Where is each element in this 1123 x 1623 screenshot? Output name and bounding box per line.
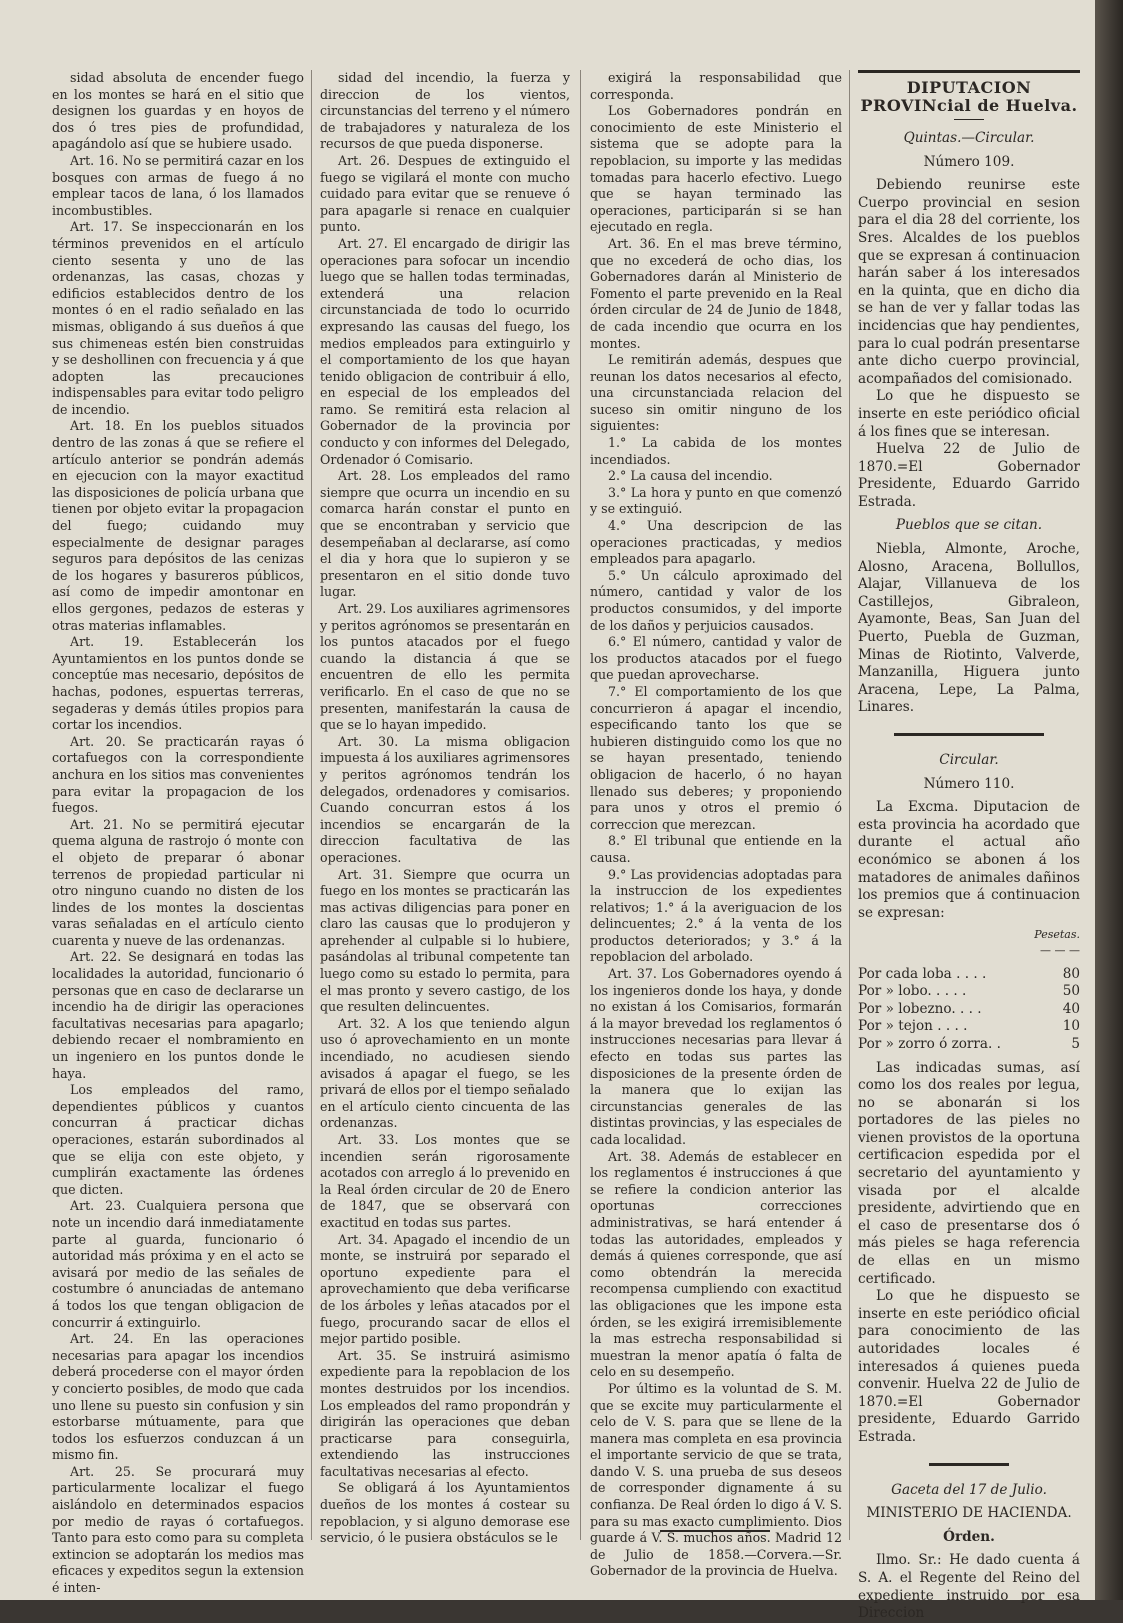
premio-value: 10 [1062, 1018, 1080, 1035]
paragraph: Art. 20. Se practicarán rayas ó cortafuegos con la correspondiente anchura en los sitios mas convenientes para evitar la propagacion de los fuegos. [52, 733, 304, 816]
paragraph: Art. 36. En el mas breve término, que no excederá de ocho dias, los Gobernadores darán al Ministerio de Fomento el parte prevenido en la Real órden circular de 24 de Junio de 1848, de cada incendio que ocurra en los montes. [590, 235, 842, 351]
paragraph: Art. 19. Establecerán los Ayuntamientos en los puntos donde se conceptúe mas necesario, depósitos de hachas, podones, espuertas terreras, segaderas y demás útiles propios para cortar los incendios. [52, 634, 304, 733]
paragraph: Le remitirán además, despues que reunan los datos necesarios al efecto, una circunstanciada relacion del suceso sin omitir ninguno de los siguientes: [590, 352, 842, 434]
premio-value: 5 [1071, 1035, 1080, 1052]
column-divider [849, 70, 850, 1540]
paragraph: Lo que he dispuesto se inserte en este periódico oficial á los fines que se interesan. [858, 388, 1080, 440]
section-divider [894, 733, 1044, 736]
paragraph: Los empleados del ramo, dependientes públicos y cuantos concurran á practicar dichas operaciones, estarán subordinados al que se elija con este objeto, y cumplirán exactamente las órdenes que dicten. [52, 1082, 304, 1197]
text-column-2 [320, 70, 570, 1547]
paragraph: Los Gobernadores pondrán en conocimiento de este Ministerio el sistema que se adopte para la repoblacion, su importe y las medidas tomadas para hacerlo efectivo. Luego que se hayan terminado las operaciones, participarán si se han ejecutado en regla. [590, 103, 842, 235]
premio-label: Por » tejon . . . . [858, 1018, 968, 1035]
paragraph: Art. 34. Apagado el incendio de un monte, se instruirá por separado el oportuno expediente para el aprovechamiento que deba verificarse de los árboles y leñas atacados por el fuego, procurando sacar de ellos el mejor partido posible. [320, 1231, 570, 1347]
paragraph: 8.° El tribunal que entiende en la causa. [590, 833, 842, 865]
circular-number: Número 110. [923, 775, 1015, 792]
paragraph: Art. 17. Se inspeccionarán en los términos prevenidos en el artículo ciento sesenta y uno de las ordenanzas, las casas, chozas y edificios establecidos dentro de los montes ó en el radio señalado en las mismas, obligando á sus dueños á que sus chimeneas estén bien construidas y se deshollinen con frecuencia y á que adopten las precauciones indispensables para evitar todo peligro de incendio. [52, 219, 304, 417]
paragraph: Art. 32. A los que teniendo algun uso ó aprovechamiento en un monte incendiado, no acudiesen siendo avisados á apagar el fuego, se les privará de ellos por el tiempo señalado en el artículo ciento cincuenta de las ordenanzas. [320, 1015, 570, 1131]
premio-label: Por » lobo. . . . . [858, 983, 967, 1000]
paragraph: Art. 37. Los Gobernadores oyendo á los ingenieros donde los haya, y donde no existan á los Comisarios, formarán á la mayor brevedad los reglamentos ó instrucciones necesarias para llevar á efecto en todas sus partes las disposiciones de la presente órden de la manera que lo exijan las circunstancias generales de las distintas provincias, y las especiales de cada localidad. [590, 966, 842, 1147]
end-rule [660, 1530, 770, 1532]
paragraph: Las indicadas sumas, así como los dos reales por legua, no se abonarán si los portadores de las pieles no vienen provistos de la oportuna certificacion espedida por el secretario del ayuntamiento y visada por el alcalde presidente, advirtiendo que en el caso de presentarse dos ó más pieles se haga referencia de ellas en un mismo certificado. [858, 1059, 1080, 1287]
paragraph: Art. 23. Cualquiera persona que note un incendio dará inmediatamente parte al guarda, funcionario ó autoridad más próxima y en el acto se avisará por medio de las señales de costumbre ó anunciadas de antemano á todos los que tengan obligacion de concurrir á extinguirlo. [52, 1198, 304, 1330]
premio-value: 40 [1062, 1000, 1080, 1017]
paragraph: Art. 22. Se designará en todas las localidades la autoridad, funcionario ó personas que en caso de declararse un incendio ha de dirigir las operaciones facultativas necesarias para apagarlo; debiendo recaer el nombramiento en un ingeniero en los puntos donde le haya. [52, 949, 304, 1081]
paragraph: Art. 16. No se permitirá cazar en los bosques con armas de fuego á no emplear tacos de lana, ó los llamados incombustibles. [52, 152, 304, 218]
table-row [858, 1036, 1080, 1054]
paragraph: Art. 30. La misma obligacion impuesta á los auxiliares agrimensores y peritos agrónomos tendrán los delegados, ordenadores y comisarios. Cuando concurran estos á los incendios se encargarán de la direccion facultativa de las operaciones. [320, 733, 570, 865]
page-edge-shadow [1095, 0, 1123, 1600]
paragraph: Art. 38. Además de establecer en los reglamentos é instrucciones á que se refiere la condicion anterior las oportunas correcciones administrativas, se hará entender á todas las autoridades, empleados y demás á quienes corresponde, que así como obtendrán la merecida recompensa cumpliendo con exactitud las obligaciones que les impone esta órden, se les exigirá irremisiblemente la mas estrecha responsabilidad si muestran la menor apatía ó falta de celo en su desempeño. [590, 1148, 842, 1380]
section-heading: Quintas.—Circular. [903, 130, 1035, 146]
paragraph: Se obligará á los Ayuntamientos dueños de los montes á costear su repoblacion, y si alguno demorase ese servicio, ó le pusiera obstáculos se le [320, 1480, 570, 1546]
paragraph: La Excma. Diputacion de esta provincia ha acordado que durante el actual año económico se abonen á los matadores de animales dañinos los premios que á continuacion se expresan: [858, 799, 1080, 921]
premio-value: 80 [1062, 965, 1080, 982]
column-divider [580, 70, 581, 1540]
table-row [858, 1001, 1080, 1019]
section-heading: Circular. [939, 752, 999, 768]
paragraph: Lo que he dispuesto se inserte en este periódico oficial para conocimiento de las autoridades locales é interesados á quienes pueda convenir. Huelva 22 de Julio de 1870.=El Gobernador presidente, Eduardo Garrido Estrada. [858, 1288, 1080, 1445]
paragraph: 6.° El número, cantidad y valor de los productos atacados por el fuego que puedan aprovecharse. [590, 634, 842, 683]
paragraph: 1.° La cabida de los montes incendiados. [590, 435, 842, 467]
circular-number: Número 109. [923, 153, 1015, 170]
paragraph: 4.° Una descripcion de las operaciones practicadas, y medios empleados para apagarlo. [590, 518, 842, 567]
paragraph: Art. 31. Siempre que ocurra un fuego en los montes se practicarán las mas activas diligencias para poner en claro las causas que lo produjeron y aprehender al culpable si lo hubiere, pasándolas al tribunal competente tan luego como su estado lo permita, para el mas pronto y severo castigo, de los que resulten delincuentes. [320, 866, 570, 1015]
paragraph: 9.° Las providencias adoptadas para la instruccion de los expedientes relativos; 1.° á la averiguacion de los delincuentes; 2.° á la venta de los productos deteriorados; y 3.° á la repoblacion del arbolado. [590, 866, 842, 965]
text-column-3 [590, 70, 842, 1580]
paragraph: 2.° La causa del incendio. [608, 468, 773, 484]
paragraph: Art. 25. Se procurará muy particularmente localizar el fuego aislándolo en determinados espacios por medio de rayas ó cortafuegos. Tanto para esto como para su completa extincion se adoptarán los medios mas eficaces y expeditos segun la extension é inten- [52, 1463, 304, 1596]
premio-label: Por » zorro ó zorra. . [858, 1035, 1001, 1052]
paragraph: Art. 24. En las operaciones necesarias para apagar los incendios deberá procederse con el mayor órden y concierto posibles, de modo que cada uno llene su puesto sin confusion y sin estorbarse mútuamente, para que todos los esfuerzos conduzcan á un mismo fin. [52, 1331, 304, 1463]
paragraph: 7.° El comportamiento de los que concurrieron á apagar el incendio, especificando tanto los que se hubieren distinguido como los que no se hayan presentado, teniendo obligacion de hacerlo, ó no hayan llenado sus deberes; y proponiendo para unos y otros el premio ó correccion que merezcan. [590, 683, 842, 832]
paragraph: sidad absoluta de encender fuego en los montes se hará en el sitio que designen los guardas y en hoyos de dos ó tres pies de profundidad, apagándolo así que se hubiere usado. [52, 70, 304, 152]
paragraph: Por último es la voluntad de S. M. que se excite muy particularmente el celo de V. S. para que se llene de la manera mas completa en esa provincia el importante servicio de que se trata, dando V. S. una prueba de sus deseos de corresponder dignamente á su confianza. De Real órden lo digo á V. S. para su mas exacto cumplimiento. Dios guarde á V. S. muchos años. Madrid 12 de Julio de 1858.—Corvera.—Sr. Gobernador de la provincia de Huelva. [590, 1380, 842, 1579]
section-heading: Gaceta del 17 de Julio. [891, 1481, 1047, 1498]
paragraph: sidad del incendio, la fuerza y direccion de los vientos, circunstancias del terreno y el número de trabajadores y naturaleza de los recursos de que pueda disponerse. [320, 70, 570, 152]
column-divider [311, 70, 312, 1540]
premio-label: Por cada loba . . . . [858, 965, 987, 982]
divider: — — — [1040, 943, 1080, 957]
paragraph: Art. 18. En los pueblos situados dentro de las zonas á que se refiere el artículo anterior se pondrán además en ejecucion con la mayor exactitud las disposiciones de policía urbana que tienen por objeto evitar la propagacion del fuego; cuidando muy especialmente de designar parages seguros para depósitos de las cenizas de los hogares y basureros públicos, así como de impedir amontonar en ellos gergones, pedazos de esteras y otras materias inflamables. [52, 418, 304, 633]
premios-table [858, 966, 1080, 1054]
order-heading: Órden. [943, 1528, 995, 1545]
paragraph: Art. 28. Los empleados del ramo siempre que ocurra un incendio en su comarca harán constar el punto en que se encontraban y servicio que desempeñaban al declararse, así como el dia y hora que lo supieron y se presentaron en el sitio donde tuvo lugar. [320, 468, 570, 600]
section-masthead: DIPUTACION PROVINcial de Huelva. [858, 70, 1080, 115]
text-column-1 [52, 70, 304, 1597]
paragraph: Art. 21. No se permitirá ejecutar quema alguna de rastrojo ó monte con el objeto de preparar ó abonar terrenos de propiedad particular ni otro ninguno cuando no disten de los lindes de los montes la doscientas varas señaladas en el artículo ciento cuarenta y nueve de las ordenanzas. [52, 816, 304, 948]
paragraph: exigirá la responsabilidad que corresponda. [590, 70, 842, 102]
paragraph: 5.° Un cálculo aproximado del número, cantidad y valor de los productos consumidos, y del importe de los daños y perjuicios causados. [590, 567, 842, 633]
divider [954, 119, 984, 120]
paragraph: Art. 35. Se instruirá asimismo expediente para la repoblacion de los montes destruidos por los incendios. Los empleados del ramo propondrán y dirigirán las operaciones que deban practicarse para conseguirla, extendiendo las instrucciones facultativas necesarias al efecto. [320, 1347, 570, 1479]
table-row [858, 983, 1080, 1001]
section-divider [929, 1463, 1009, 1466]
premio-label: Por » lobezno. . . . [858, 1000, 982, 1017]
signature: Huelva 22 de Julio de 1870.=El Gobernador Presidente, Eduardo Garrido Estrada. [858, 441, 1080, 510]
unit-label: Pesetas. [1034, 928, 1080, 942]
ministry-heading: MINISTERIO DE HACIENDA. [866, 1505, 1072, 1522]
paragraph: Art. 27. El encargado de dirigir las operaciones para sofocar un incendio luego que se hallen todas terminadas, extenderá una relacion circunstanciada de todo lo ocurrido expresando las causas del fuego, los medios empleados para extinguirlo y el comportamiento de los que hayan tenido obligacion de contribuir á ello, en especial de los empleados del ramo. Se remitirá esta relacion al Gobernador de la provincia por conducto y con informes del Delegado, Ordenador ó Comisario. [320, 235, 570, 467]
table-row [858, 966, 1080, 984]
table-row [858, 1018, 1080, 1036]
paragraph: Debiendo reunirse este Cuerpo provincial en sesion para el dia 28 del corriente, los Sres. Alcaldes de los pueblos que se expresan á continuacion harán saber á los interesados en la quinta, que en dicho dia se han de ver y fallar todas las incidencias que hay pendientes, para lo cual podrán presentarse ante dicho cuerpo provincial, acompañados del comisionado. [858, 177, 1080, 387]
premio-value: 50 [1062, 983, 1080, 1000]
paragraph: Art. 26. Despues de extinguido el fuego se vigilará el monte con mucho cuidado para evitar que se renueve ó para apagarle si renace en cualquier punto. [320, 152, 570, 235]
paragraph: 3.° La hora y punto en que comenzó y se extinguió. [590, 484, 842, 517]
text-column-4 [858, 70, 1080, 1623]
section-heading: Pueblos que se citan. [895, 517, 1043, 534]
paragraph: Art. 33. Los montes que se incendien serán rigorosamente acotados con arreglo á lo prevenido en la Real órden circular de 20 de Enero de 1847, que se observará con exactitud en todas sus partes. [320, 1132, 570, 1230]
paragraph: Art. 29. Los auxiliares agrimensores y peritos agrónomos se presentarán en los puntos atacados por el fuego cuando la distancia á que se encuentren de ello les permita verificarlo. En el caso de que no se presenten, manifestarán la causa de que se lo hayan impedido. [320, 601, 570, 733]
paragraph: Ilmo. Sr.: He dado cuenta á S. A. el Regente del Reino del expediente instruido por esa Direccion [858, 1552, 1080, 1622]
towns-list: Niebla, Almonte, Aroche, Alosno, Aracena, Bollullos, Alajar, Villanueva de los Castillejos, Gibraleon, Ayamonte, Beas, San Juan del Puerto, Puebla de Guzman, Minas de Riotinto, Valverde, Manzanilla, Higuera junto Aracena, Lepe, La Palma, Linares. [858, 541, 1080, 716]
